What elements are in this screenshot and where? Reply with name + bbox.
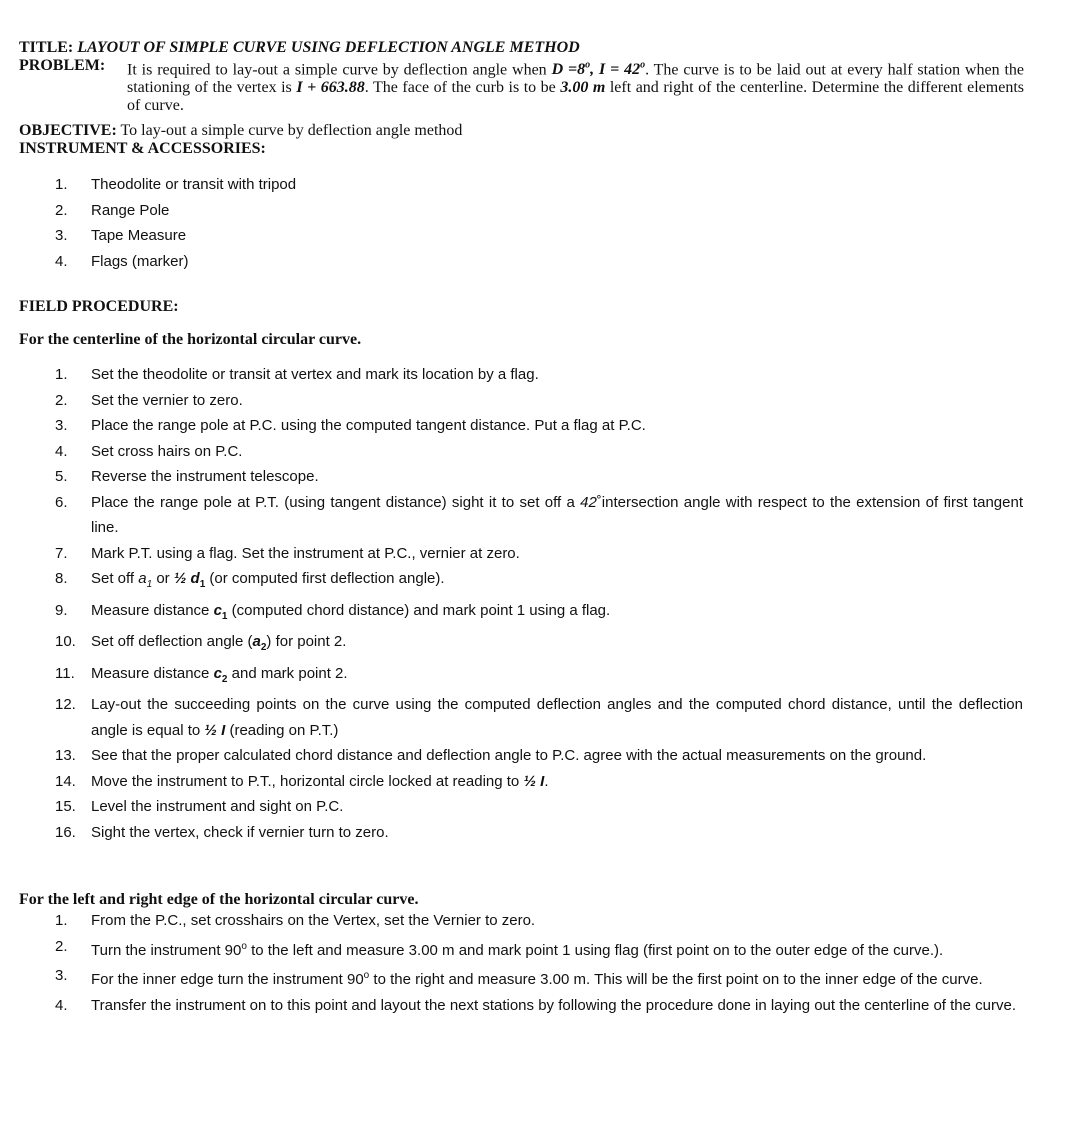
- list-item: 1. Set the theodolite or transit at vertex and mark its location by a flag.: [55, 366, 539, 383]
- document-title: [19, 39, 580, 57]
- centerline-steps: [55, 362, 1023, 845]
- list-item: 10. Set off deflection angle $(a_2)$ for point 2.: [55, 633, 347, 653]
- list-item: 3. Tape Measure: [55, 227, 187, 244]
- list-item: 15. Level the instrument and sight on P.C.: [55, 798, 344, 815]
- problem-label: PROBLEM:: [19, 57, 106, 74]
- objective: [19, 122, 462, 140]
- instruments-heading: INSTRUMENT & ACCESSORIES:: [19, 140, 266, 157]
- list-item: 11. Measure distance $c_2$ and mark point 2.: [55, 664, 348, 685]
- problem-text-part: left and right of the centerline. Determine the different elements of curve.: [127, 79, 1024, 115]
- problem-d-value: $D =8^o$, $I = 42^o$: [551, 60, 646, 79]
- list-item: 14. Move the instrument to P.T., horizontal circle locked at reading to ½ I.: [55, 772, 549, 790]
- title-label: TITLE:: [19, 39, 74, 56]
- problem-statement: [19, 57, 1024, 115]
- list-item: 4. Transfer the instrument on to this point and layout the next stations by following the procedure done in laying out the centerline of the curve.: [55, 996, 1016, 1014]
- edge-heading: For the left and right edge of the horizontal circular curve.: [19, 891, 419, 908]
- objective-label: OBJECTIVE:: [19, 122, 117, 139]
- objective-text: To lay-out a simple curve by deflection angle method: [116, 122, 463, 139]
- list-item: 2. Range Pole: [55, 201, 170, 219]
- problem-text-part: It is required to lay-out a simple curve by deflection angle when: [127, 61, 552, 79]
- edge-steps: [55, 908, 1023, 1018]
- list-item: 12. Lay-out the succeeding points on the curve using the computed deflection angles and the computed chord distance, until the deflection angle is equal to ½ I (reading on P.T.): [55, 696, 1023, 739]
- list-item: 6. Place the range pole at P.T. (using tangent distance) sight it to set off a 42˚intersection angle with respect to the extension of first tangent line.: [55, 493, 1023, 536]
- list-item: 9. Measure distance $c_1$ (computed chord distance) and mark point 1 using a flag.: [55, 601, 611, 622]
- list-item: 1. Theodolite or transit with tripod: [55, 176, 297, 193]
- list-item: 8. Set off $a_1$ or ½ $d_1$ (or computed first deflection angle).: [55, 570, 445, 590]
- list-item: 5. Reverse the instrument telescope.: [55, 468, 319, 485]
- field-procedure-heading: FIELD PROCEDURE:: [19, 298, 179, 315]
- list-item: 13. See that the proper calculated chord distance and deflection angle to P.C. agree with the actual measurements on the ground.: [55, 747, 927, 764]
- problem-station: I + 663.88: [296, 79, 365, 97]
- problem-offset: 3.00 m: [560, 79, 606, 97]
- centerline-heading: For the centerline of the horizontal circular curve.: [19, 331, 362, 348]
- list-item: 16. Sight the vertex, check if vernier turn to zero.: [55, 823, 389, 841]
- problem-text: [127, 57, 1024, 115]
- title-text: LAYOUT OF SIMPLE CURVE USING DEFLECTION ANGLE METHOD: [77, 39, 580, 56]
- problem-text-part: . The face of the curb is to be: [364, 79, 561, 97]
- instruments-list: [55, 172, 1023, 274]
- list-item: 7. Mark P.T. using a flag. Set the instrument at P.C., vernier at zero.: [55, 544, 520, 562]
- list-item: 2. Set the vernier to zero.: [55, 391, 243, 409]
- list-item: 4. Flags (marker): [55, 252, 189, 270]
- problem-text-part: . The curve is to be laid out at every half station when the stationing of the vertex is: [127, 61, 1025, 97]
- list-item: 4. Set cross hairs on P.C.: [55, 442, 243, 460]
- list-item: 2. Turn the instrument 90$^o$ to the left and measure 3.00 m and mark point 1 using flag (first point on to the outer edge of the curve.).: [55, 937, 944, 959]
- list-item: 3. Place the range pole at P.C. using the computed tangent distance. Put a flag at P.C.: [55, 417, 646, 434]
- list-item: 1. From the P.C., set crosshairs on the Vertex, set the Vernier to zero.: [55, 912, 536, 929]
- list-item: 3. For the inner edge turn the instrument 90$^o$ to the right and measure 3.00 m. This will be the first point on to the inner edge of the curve.: [55, 967, 983, 988]
